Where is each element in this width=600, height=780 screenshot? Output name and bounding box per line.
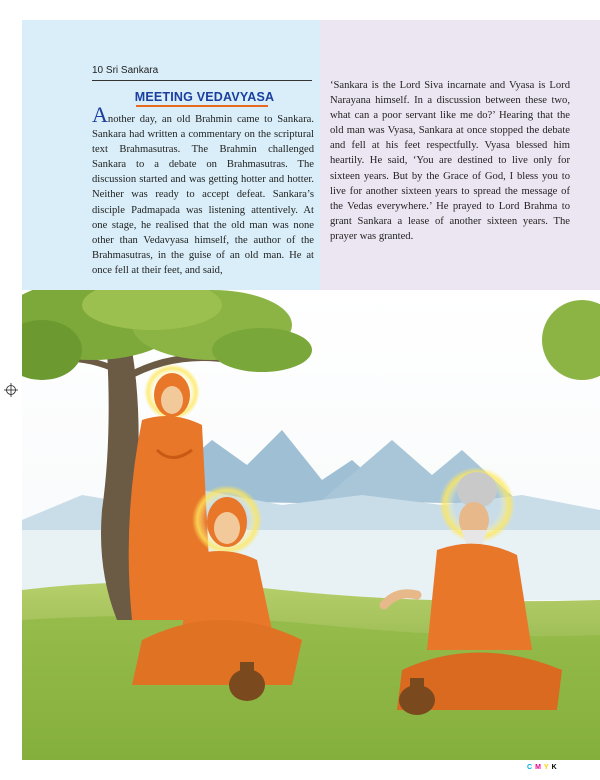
cmyk-k: K <box>551 764 560 771</box>
right-column <box>330 78 570 244</box>
cmyk-print-marks <box>527 764 560 771</box>
left-column <box>92 102 314 278</box>
right-column-text: ‘Sankara is the Lord Siva incarnate and Vyasa is Lord Narayana himself. In a discussion between these two, what can a poor servant like me do?’ Hearing that the old man was Vyasa, Sankara at once stopped the debate and fell at his feet respectfully. Vyasa blessed him heartily. He said, ‘You are destined to live only for sixteen years. But by the Grace of God, I bless you to live for another sixteen years to spread the message of the Vedas everywhere.’ He prayed to Lord Brahma to grant Sankara a lease of another sixteen years. The prayer was granted. <box>330 80 570 242</box>
page-header <box>92 64 312 81</box>
registration-mark-icon <box>4 383 18 397</box>
drop-cap: A <box>92 102 108 127</box>
title-underline <box>136 105 268 107</box>
cmyk-y: Y <box>543 764 552 771</box>
sankara-vyasa-illustration <box>22 290 600 760</box>
left-column-text: nother day, an old Brahmin came to Sankara. Sankara had written a commentary on the scriptural text Brahmasutras. The Brahmin challenged Sankara to a debate on Brahmasutras. The discussion started and was getting hotter and hotter. Neither was ready to accept defeat. Sankara’s disciple Padmapada was listening attentively. At one stage, he realised that the old man was none other than Vedavyasa himself, the author of the Brahmasutras, in the guise of an old man. He at once fell at their feet, and said, <box>92 114 314 276</box>
page-label: 10 Sri Sankara <box>92 65 159 76</box>
cmyk-c: C <box>527 764 536 771</box>
article-title: MEETING VEDAVYASA <box>134 90 275 104</box>
cmyk-m: M <box>535 764 544 771</box>
